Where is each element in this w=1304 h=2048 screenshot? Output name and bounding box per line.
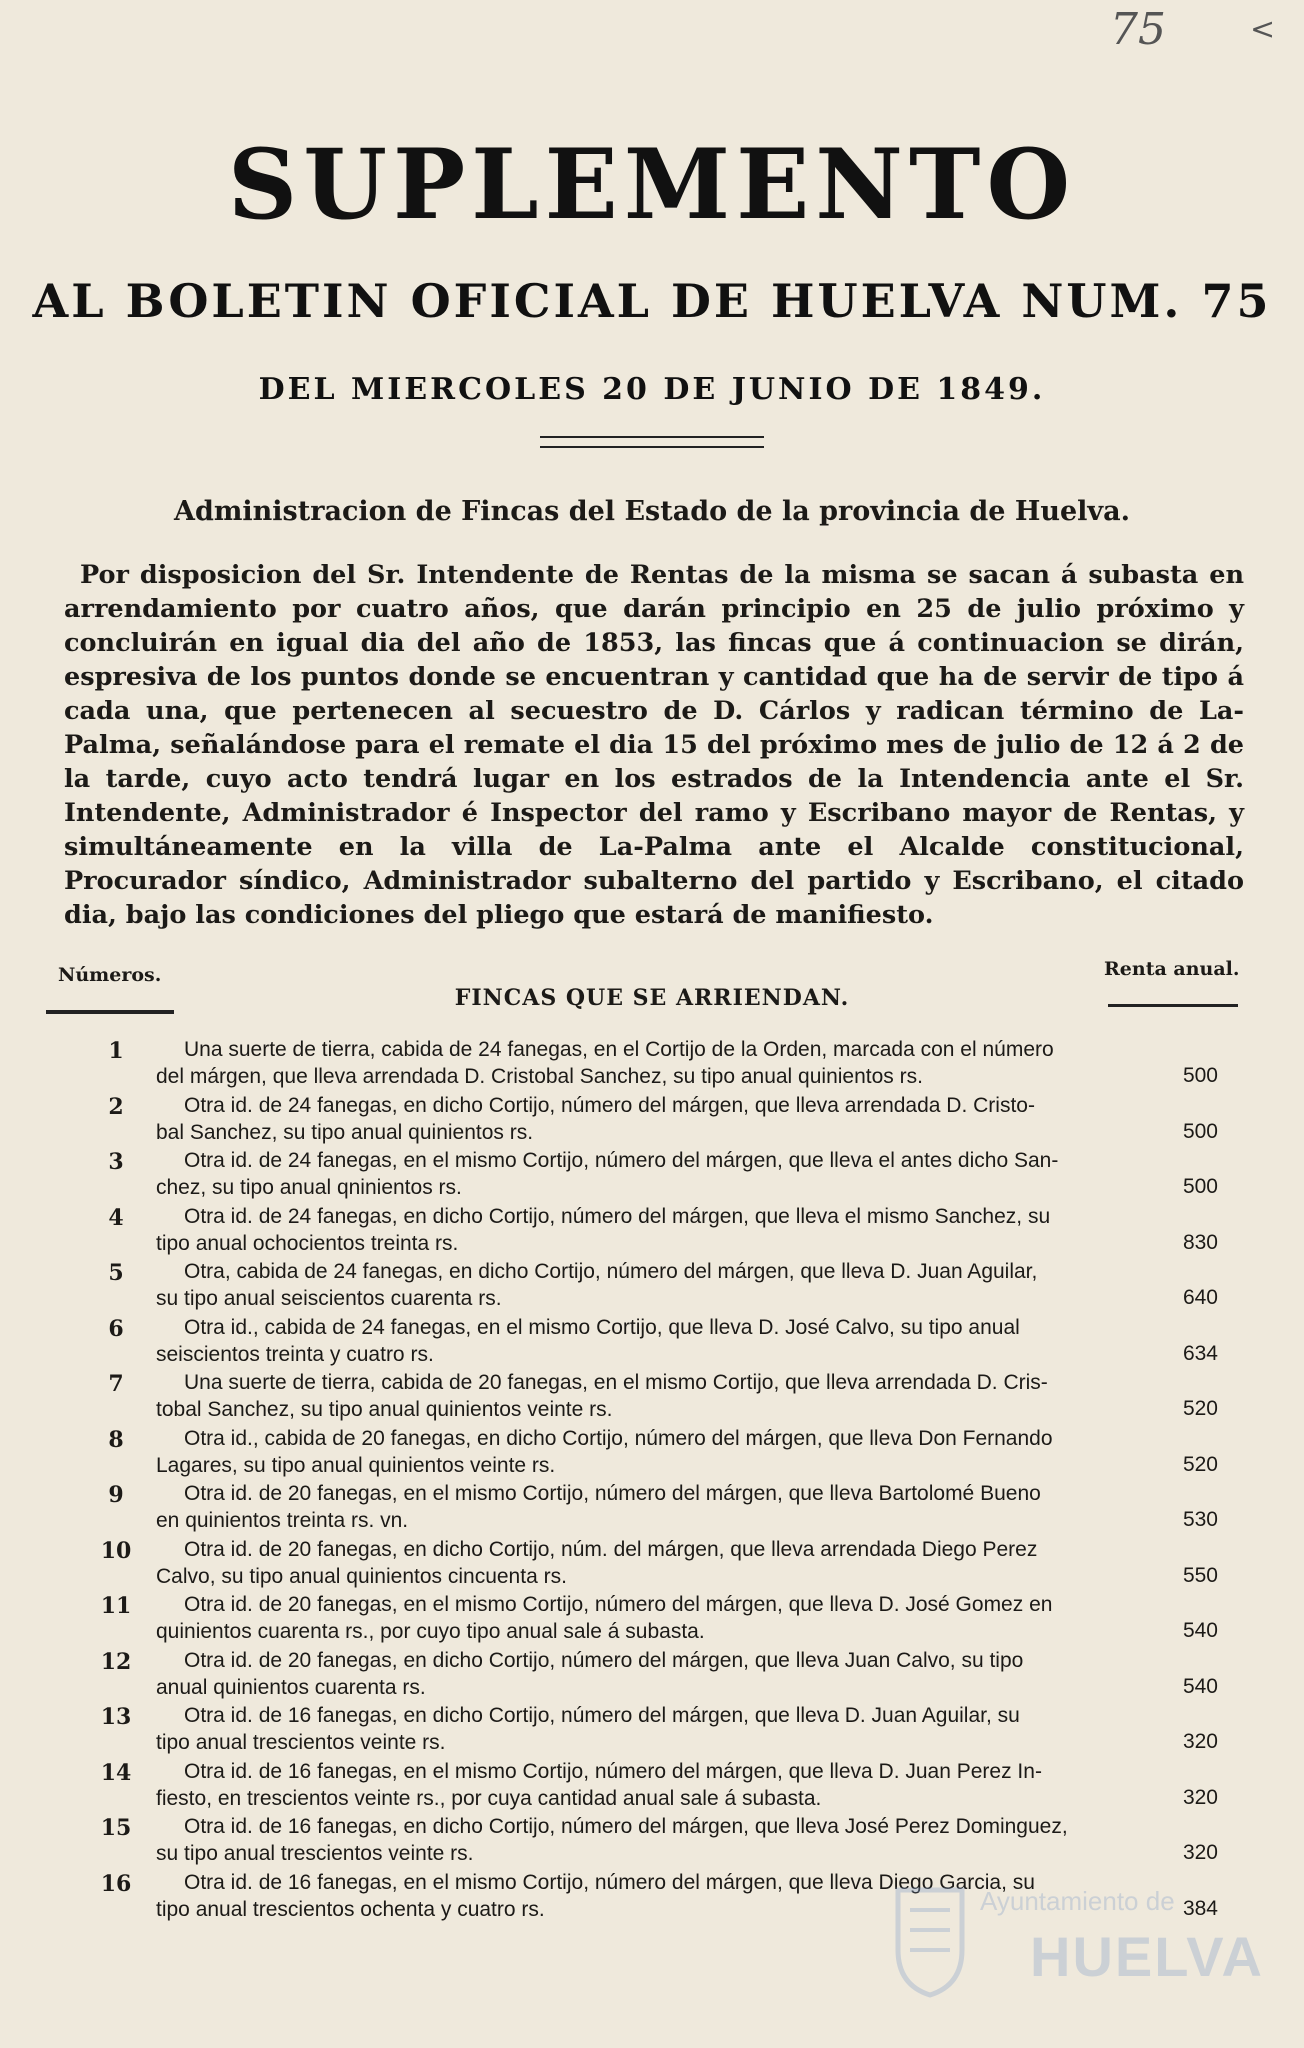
finca-description xyxy=(156,1425,1156,1479)
finca-number: 8 xyxy=(108,1426,124,1453)
finca-line-2: tipo anual ochocientos treinta rs. xyxy=(156,1231,459,1255)
finca-line-2: anual quinientos cuarenta rs. xyxy=(156,1675,426,1699)
finca-number: 9 xyxy=(108,1482,124,1508)
issue-date: DEL MIERCOLES 20 DE JUNIO DE 1849. xyxy=(258,372,1046,407)
finca-number: 13 xyxy=(100,1704,132,1730)
finca-number: 4 xyxy=(108,1204,124,1231)
finca-line-2: tipo anual trescientos veinte rs. xyxy=(156,1731,446,1754)
archive-tick: < xyxy=(1250,12,1276,47)
renta-amount: 540 xyxy=(1182,1674,1218,1698)
finca-line-2: quinientos cuarenta rs., por cuyo tipo anual sale á subasta. xyxy=(156,1620,705,1643)
archive-watermark xyxy=(880,1880,1264,2020)
finca-description xyxy=(156,1813,1156,1867)
table-row xyxy=(0,1314,1304,1370)
finca-description xyxy=(156,1147,1156,1201)
renta-amount: 500 xyxy=(1182,1175,1218,1198)
finca-description xyxy=(156,1369,1156,1423)
finca-number: 7 xyxy=(108,1371,124,1397)
table-row xyxy=(0,1536,1304,1592)
column-renta-rule xyxy=(1108,1004,1238,1007)
renta-amount: 530 xyxy=(1182,1508,1218,1531)
table-row xyxy=(0,1702,1304,1758)
renta-amount: 634 xyxy=(1182,1341,1218,1365)
finca-line-1: Una suerte de tierra, cabida de 20 fanegas, en el mismo Cortijo, que lleva arrendada D. Cris- xyxy=(184,1371,1048,1394)
intro-paragraph xyxy=(64,558,1244,932)
finca-number: 5 xyxy=(108,1260,124,1286)
table-row xyxy=(0,1036,1304,1092)
renta-amount: 540 xyxy=(1182,1619,1218,1642)
renta-amount: 320 xyxy=(1182,1841,1218,1864)
watermark-name: HUELVA xyxy=(1030,1925,1264,1988)
finca-description xyxy=(156,1314,1156,1368)
table-row xyxy=(0,1591,1304,1647)
finca-number: 3 xyxy=(108,1149,124,1175)
crest-icon xyxy=(890,1880,970,2000)
finca-line-1: Otra id. de 24 fanegas, en dicho Cortijo, número del márgen, que lleva arrendada D. Cristo- xyxy=(184,1093,1035,1117)
finca-description xyxy=(156,1036,1156,1090)
finca-line-2: Calvo, su tipo anual quinientos cincuenta rs. xyxy=(156,1564,567,1588)
finca-line-2: del márgen, que lleva arrendada D. Cristobal Sanchez, su tipo anual quinientos rs. xyxy=(156,1065,923,1088)
finca-line-2: en quinientos treinta rs. vn. xyxy=(156,1509,409,1532)
finca-line-1: Otra, cabida de 24 fanegas, en dicho Cortijo, número del márgen, que lleva D. Juan Aguilar, xyxy=(184,1260,1038,1283)
table-row xyxy=(0,1425,1304,1481)
finca-line-1: Otra id., cabida de 24 fanegas, en el mismo Cortijo, que lleva D. José Calvo, su tipo anual xyxy=(184,1315,1020,1339)
table-row xyxy=(0,1480,1304,1536)
table-row xyxy=(0,1092,1304,1148)
finca-number: 1 xyxy=(108,1038,124,1064)
finca-line-2: bal Sanchez, su tipo anual quinientos rs. xyxy=(156,1120,534,1144)
finca-line-2: su tipo anual seiscientos cuarenta rs. xyxy=(156,1287,502,1310)
finca-line-1: Otra id. de 16 fanegas, en el mismo Cortijo, número del márgen, que lleva D. Juan Perez In- xyxy=(184,1759,1042,1783)
finca-line-2: fiesto, en trescientos veinte rs., por cuya cantidad anual sale á subasta. xyxy=(156,1786,822,1810)
table-row xyxy=(0,1369,1304,1425)
finca-description xyxy=(156,1480,1156,1534)
finca-line-1: Otra id. de 16 fanegas, en dicho Cortijo, número del márgen, que lleva D. Juan Aguilar, su xyxy=(184,1704,1020,1727)
finca-line-2: tipo anual trescientos ochenta y cuatro rs. xyxy=(156,1897,545,1921)
renta-amount: 500 xyxy=(1182,1119,1218,1143)
finca-line-1: Otra id. de 20 fanegas, en dicho Cortijo, número del márgen, que lleva Juan Calvo, su tipo xyxy=(184,1648,1024,1672)
finca-line-1: Otra id. de 20 fanegas, en el mismo Cortijo, número del márgen, que lleva Bartolomé Bueno xyxy=(184,1482,1041,1505)
finca-number: 11 xyxy=(100,1593,132,1619)
renta-amount: 500 xyxy=(1182,1064,1218,1087)
finca-line-1: Otra id. de 20 fanegas, en el mismo Cortijo, número del márgen, que lleva D. José Gomez en xyxy=(184,1593,1053,1616)
finca-line-2: chez, su tipo anual qninientos rs. xyxy=(156,1176,462,1199)
renta-amount: 320 xyxy=(1182,1785,1218,1809)
fincas-list xyxy=(0,1036,1304,1924)
finca-description xyxy=(156,1758,1156,1812)
finca-line-1: Otra id. de 20 fanegas, en dicho Cortijo, núm. del márgen, que lleva arrendada Diego Perez xyxy=(184,1537,1038,1561)
renta-amount: 520 xyxy=(1182,1452,1218,1476)
renta-amount: 640 xyxy=(1182,1286,1218,1309)
finca-number: 10 xyxy=(100,1537,132,1564)
section-heading: Administracion de Fincas del Estado de la provincia de Huelva. xyxy=(174,496,1130,527)
title-divider xyxy=(540,436,764,448)
column-numbers-label: Números. xyxy=(58,964,162,986)
finca-description xyxy=(156,1536,1156,1590)
renta-amount: 384 xyxy=(1182,1896,1218,1920)
finca-number: 14 xyxy=(100,1759,132,1786)
page-title: SUPLEMENTO xyxy=(227,128,1077,241)
finca-number: 2 xyxy=(108,1093,124,1120)
table-row xyxy=(0,1203,1304,1259)
renta-amount: 320 xyxy=(1182,1730,1218,1753)
table-heading: FINCAS QUE SE ARRIENDAN. xyxy=(454,985,850,1011)
finca-line-2: tobal Sanchez, su tipo anual quinientos veinte rs. xyxy=(156,1398,613,1421)
table-row xyxy=(0,1813,1304,1869)
finca-description xyxy=(156,1258,1156,1312)
finca-number: 6 xyxy=(108,1315,124,1342)
table-row xyxy=(0,1258,1304,1314)
finca-number: 16 xyxy=(100,1870,132,1897)
bulletin-subtitle: AL BOLETIN OFICIAL DE HUELVA NUM. 75 xyxy=(32,274,1272,328)
finca-line-1: Una suerte de tierra, cabida de 24 fanegas, en el Cortijo de la Orden, marcada con el número xyxy=(184,1038,1054,1061)
finca-line-2: su tipo anual trescientos veinte rs. xyxy=(156,1842,474,1865)
finca-description xyxy=(156,1092,1156,1146)
finca-line-1: Otra id. de 24 fanegas, en el mismo Cortijo, número del márgen, que lleva el antes dicho San- xyxy=(184,1149,1059,1172)
table-row xyxy=(0,1647,1304,1703)
archive-number: 75 xyxy=(1110,4,1166,55)
finca-description xyxy=(156,1647,1156,1701)
finca-line-1: Otra id. de 24 fanegas, en dicho Cortijo, número del márgen, que lleva el mismo Sanchez, su xyxy=(184,1204,1051,1228)
watermark-top-text: Ayuntamiento de xyxy=(980,1886,1175,1916)
finca-description xyxy=(156,1702,1156,1756)
finca-line-1: Otra id. de 16 fanegas, en dicho Cortijo, número del márgen, que lleva José Perez Dominguez, xyxy=(184,1815,1068,1838)
finca-number: 15 xyxy=(100,1815,132,1841)
finca-description xyxy=(156,1591,1156,1645)
renta-amount: 550 xyxy=(1182,1563,1218,1587)
renta-amount: 830 xyxy=(1182,1230,1218,1254)
finca-description xyxy=(156,1203,1156,1257)
table-row xyxy=(0,1147,1304,1203)
renta-amount: 520 xyxy=(1182,1397,1218,1420)
column-renta-label: Renta anual. xyxy=(1104,958,1240,980)
finca-line-2: seiscientos treinta y cuatro rs. xyxy=(156,1342,434,1366)
finca-line-1: Otra id., cabida de 20 fanegas, en dicho Cortijo, número del márgen, que lleva Don Fernando xyxy=(184,1426,1053,1450)
finca-line-1: Otra id. de 16 fanegas, en el mismo Cortijo, número del márgen, que lleva Diego Garcia, su xyxy=(184,1870,1035,1894)
finca-line-2: Lagares, su tipo anual quinientos veinte rs. xyxy=(156,1453,556,1477)
finca-number: 12 xyxy=(100,1648,132,1675)
intro-text: Por disposicion del Sr. Intendente de Rentas de la misma se sacan á subasta en arrendamiento por cuatro años, que darán principio en 25 de julio próximo y concluirán en igual dia del año de 1853, las fincas que á continuacion se dirán, espresiva de los puntos donde se encuentran y cantidad que ha de servir de tipo á cada una, que pertenecen al secuestro de D. Cárlos y radican término de La-Palma, señalándose para el remate el dia 15 del próximo mes de julio de 12 á 2 de la tarde, cuyo acto tendrá lugar en los estrados de la Intendencia ante el Sr. Intendente, Administrador é Inspector del ramo y Escribano mayor de Rentas, y simultáneamente en la villa de La-Palma ante el Alcalde constitucional, Procurador síndico, Administrador subalterno del partido y Escribano, el citado dia, bajo las condiciones del pliego que estará de manifiesto. xyxy=(64,560,1244,930)
table-row xyxy=(0,1758,1304,1814)
